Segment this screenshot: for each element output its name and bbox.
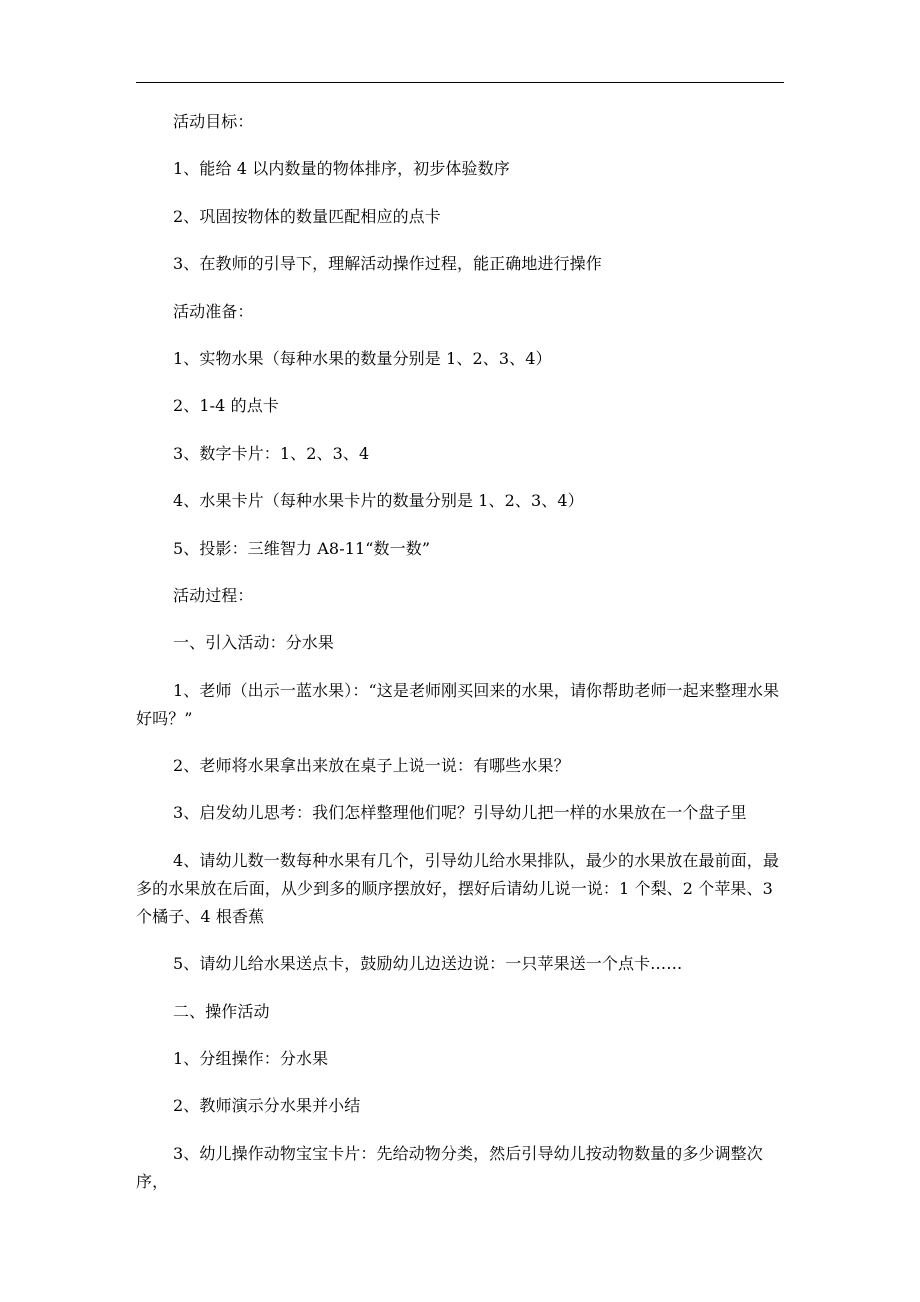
paragraph: 2、巩固按物体的数量匹配相应的点卡	[173, 206, 441, 226]
paragraph: 3、数字卡片：1、2、3、4	[173, 443, 370, 463]
document-body	[136, 108, 786, 1215]
section-heading-goals: 活动目标：	[173, 112, 254, 131]
section-heading-preparation: 活动准备：	[173, 301, 254, 321]
paragraph: 1、实物水果（每种水果的数量分别是 1、2、3、4）	[173, 348, 552, 368]
paragraph: 1、老师（出示一蓝水果）：“这是老师刚买回来的水果，请你帮助老师一起来整理水果好吗？”	[136, 680, 780, 728]
paragraph: 3、幼儿操作动物宝宝卡片：先给动物分类，然后引导幼儿按动物数量的多少调整次序，	[136, 1143, 763, 1191]
paragraph: 5、投影：三维智力 A8-11“数一数”	[173, 538, 431, 558]
paragraph: 4、请幼儿数一数每种水果有几个，引导幼儿给水果排队，最少的水果放在最前面，最多的水果放在后面，从少到多的顺序摆放好，摆好后请幼儿说一说：1 个梨、2 个苹果、3 个橘子、4 根香蕉	[136, 850, 779, 926]
paragraph: 4、水果卡片（每种水果卡片的数量分别是 1、2、3、4）	[173, 491, 584, 511]
paragraph: 3、启发幼儿思考：我们怎样整理他们呢？引导幼儿把一样的水果放在一个盘子里	[173, 803, 747, 823]
paragraph: 3、在教师的引导下，理解活动操作过程，能正确地进行操作	[173, 254, 602, 274]
paragraph: 2、老师将水果拿出来放在桌子上说一说：有哪些水果？	[173, 756, 570, 776]
paragraph: 1、能给 4 以内数量的物体排序，初步体验数序	[173, 159, 510, 179]
paragraph: 2、教师演示分水果并小结	[173, 1096, 361, 1116]
subsection-heading: 一、引入活动：分水果	[173, 633, 335, 653]
section-heading-process: 活动过程：	[173, 585, 254, 605]
header-rule	[136, 82, 784, 83]
paragraph: 5、请幼儿给水果送点卡，鼓励幼儿边送边说：一只苹果送一个点卡……	[173, 954, 683, 974]
paragraph: 2、1-4 的点卡	[173, 396, 279, 416]
paragraph: 1、分组操作：分水果	[173, 1049, 329, 1069]
subsection-heading: 二、操作活动	[173, 1001, 270, 1021]
